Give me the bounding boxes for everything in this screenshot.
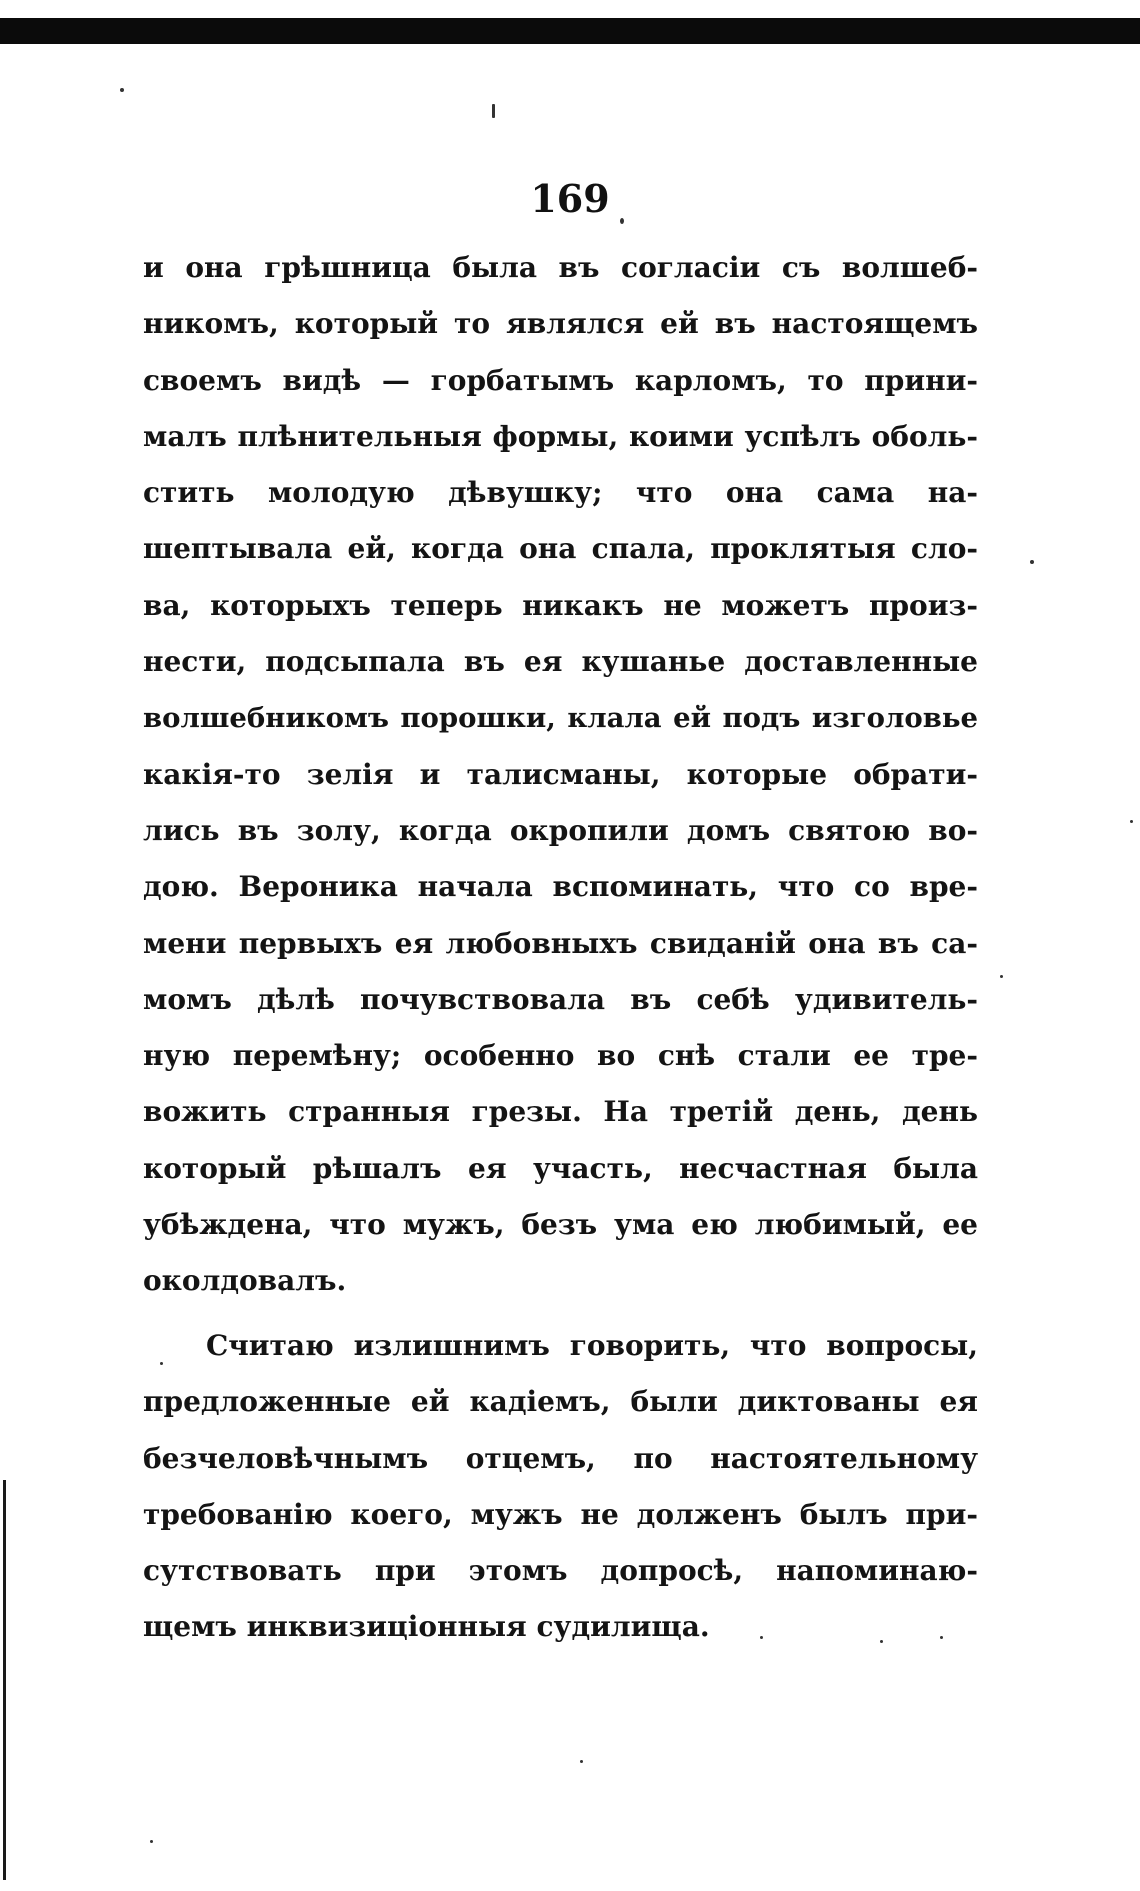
scan-speck (492, 104, 495, 118)
text-line: ную перемѣну; особенно во снѣ стали ее тре- (143, 1039, 978, 1073)
text-line: дою. Вероника начала вспоминать, что со вре- (143, 870, 978, 904)
text-line: малъ плѣнительныя формы, коими успѣлъ оболь- (143, 419, 978, 453)
scan-speck (580, 1760, 583, 1763)
text-line: безчеловѣчнымъ отцемъ, по настоятельному (143, 1441, 978, 1475)
text-line: своемъ видѣ — горбатымъ карломъ, то прини- (143, 363, 978, 397)
text-line: какія-то зелія и талисманы, которые обрати- (143, 757, 978, 791)
scan-speck (160, 1362, 163, 1365)
text-line: волшебникомъ порошки, клала ей подъ изголовье (143, 702, 978, 735)
text-line: убѣждена, что мужъ, безъ ума ею любимый, ее (143, 1208, 978, 1242)
page-number: 169 (530, 176, 610, 221)
scan-speck (760, 1636, 763, 1639)
scan-speck (150, 1840, 153, 1843)
text-line: ва, которыхъ теперь никакъ не можетъ произ- (143, 588, 978, 622)
text-line: Считаю излишнимъ говорить, что вопросы, (206, 1329, 978, 1362)
scan-speck (620, 218, 624, 224)
text-line: предложенные ей кадіемъ, были диктованы ея (143, 1385, 978, 1419)
text-line: околдовалъ. (143, 1264, 347, 1298)
text-line: щемъ инквизиціонныя судилища. (143, 1610, 710, 1644)
scan-speck (880, 1640, 883, 1643)
scan-speck (1000, 975, 1003, 978)
scan-speck (1130, 820, 1133, 823)
scan-speck (1030, 560, 1034, 564)
text-line: и она грѣшница была въ согласіи съ волшеб- (143, 251, 978, 284)
text-line: стить молодую дѣвушку; что она сама на- (143, 476, 978, 510)
paragraph-1 (143, 240, 978, 1310)
scan-left-edge (3, 1480, 6, 1880)
text-line: требованію коего, мужъ не долженъ былъ при- (143, 1497, 978, 1531)
text-line: мени первыхъ ея любовныхъ свиданій она въ са- (143, 926, 978, 960)
text-line: шептывала ей, когда она спала, проклятыя сло- (143, 532, 978, 566)
scan-speck (120, 88, 124, 92)
text-line: лись въ золу, когда окропили домъ святою во- (143, 813, 978, 847)
text-line: который рѣшалъ ея участь, несчастная была (143, 1151, 978, 1185)
text-line: вожить странныя грезы. На третій день, день (143, 1095, 978, 1129)
text-line: сутствовать при этомъ допросѣ, напоминаю- (143, 1554, 978, 1588)
scan-speck (940, 1636, 943, 1639)
scan-top-border (0, 18, 1140, 44)
text-line: никомъ, который то являлся ей въ настоящемъ (143, 307, 978, 341)
text-line: нести, подсыпала въ ея кушанье доставленные (143, 645, 978, 679)
text-line: момъ дѣлѣ почувствовала въ себѣ удивитель- (143, 982, 978, 1016)
paragraph-2 (143, 1318, 978, 1656)
